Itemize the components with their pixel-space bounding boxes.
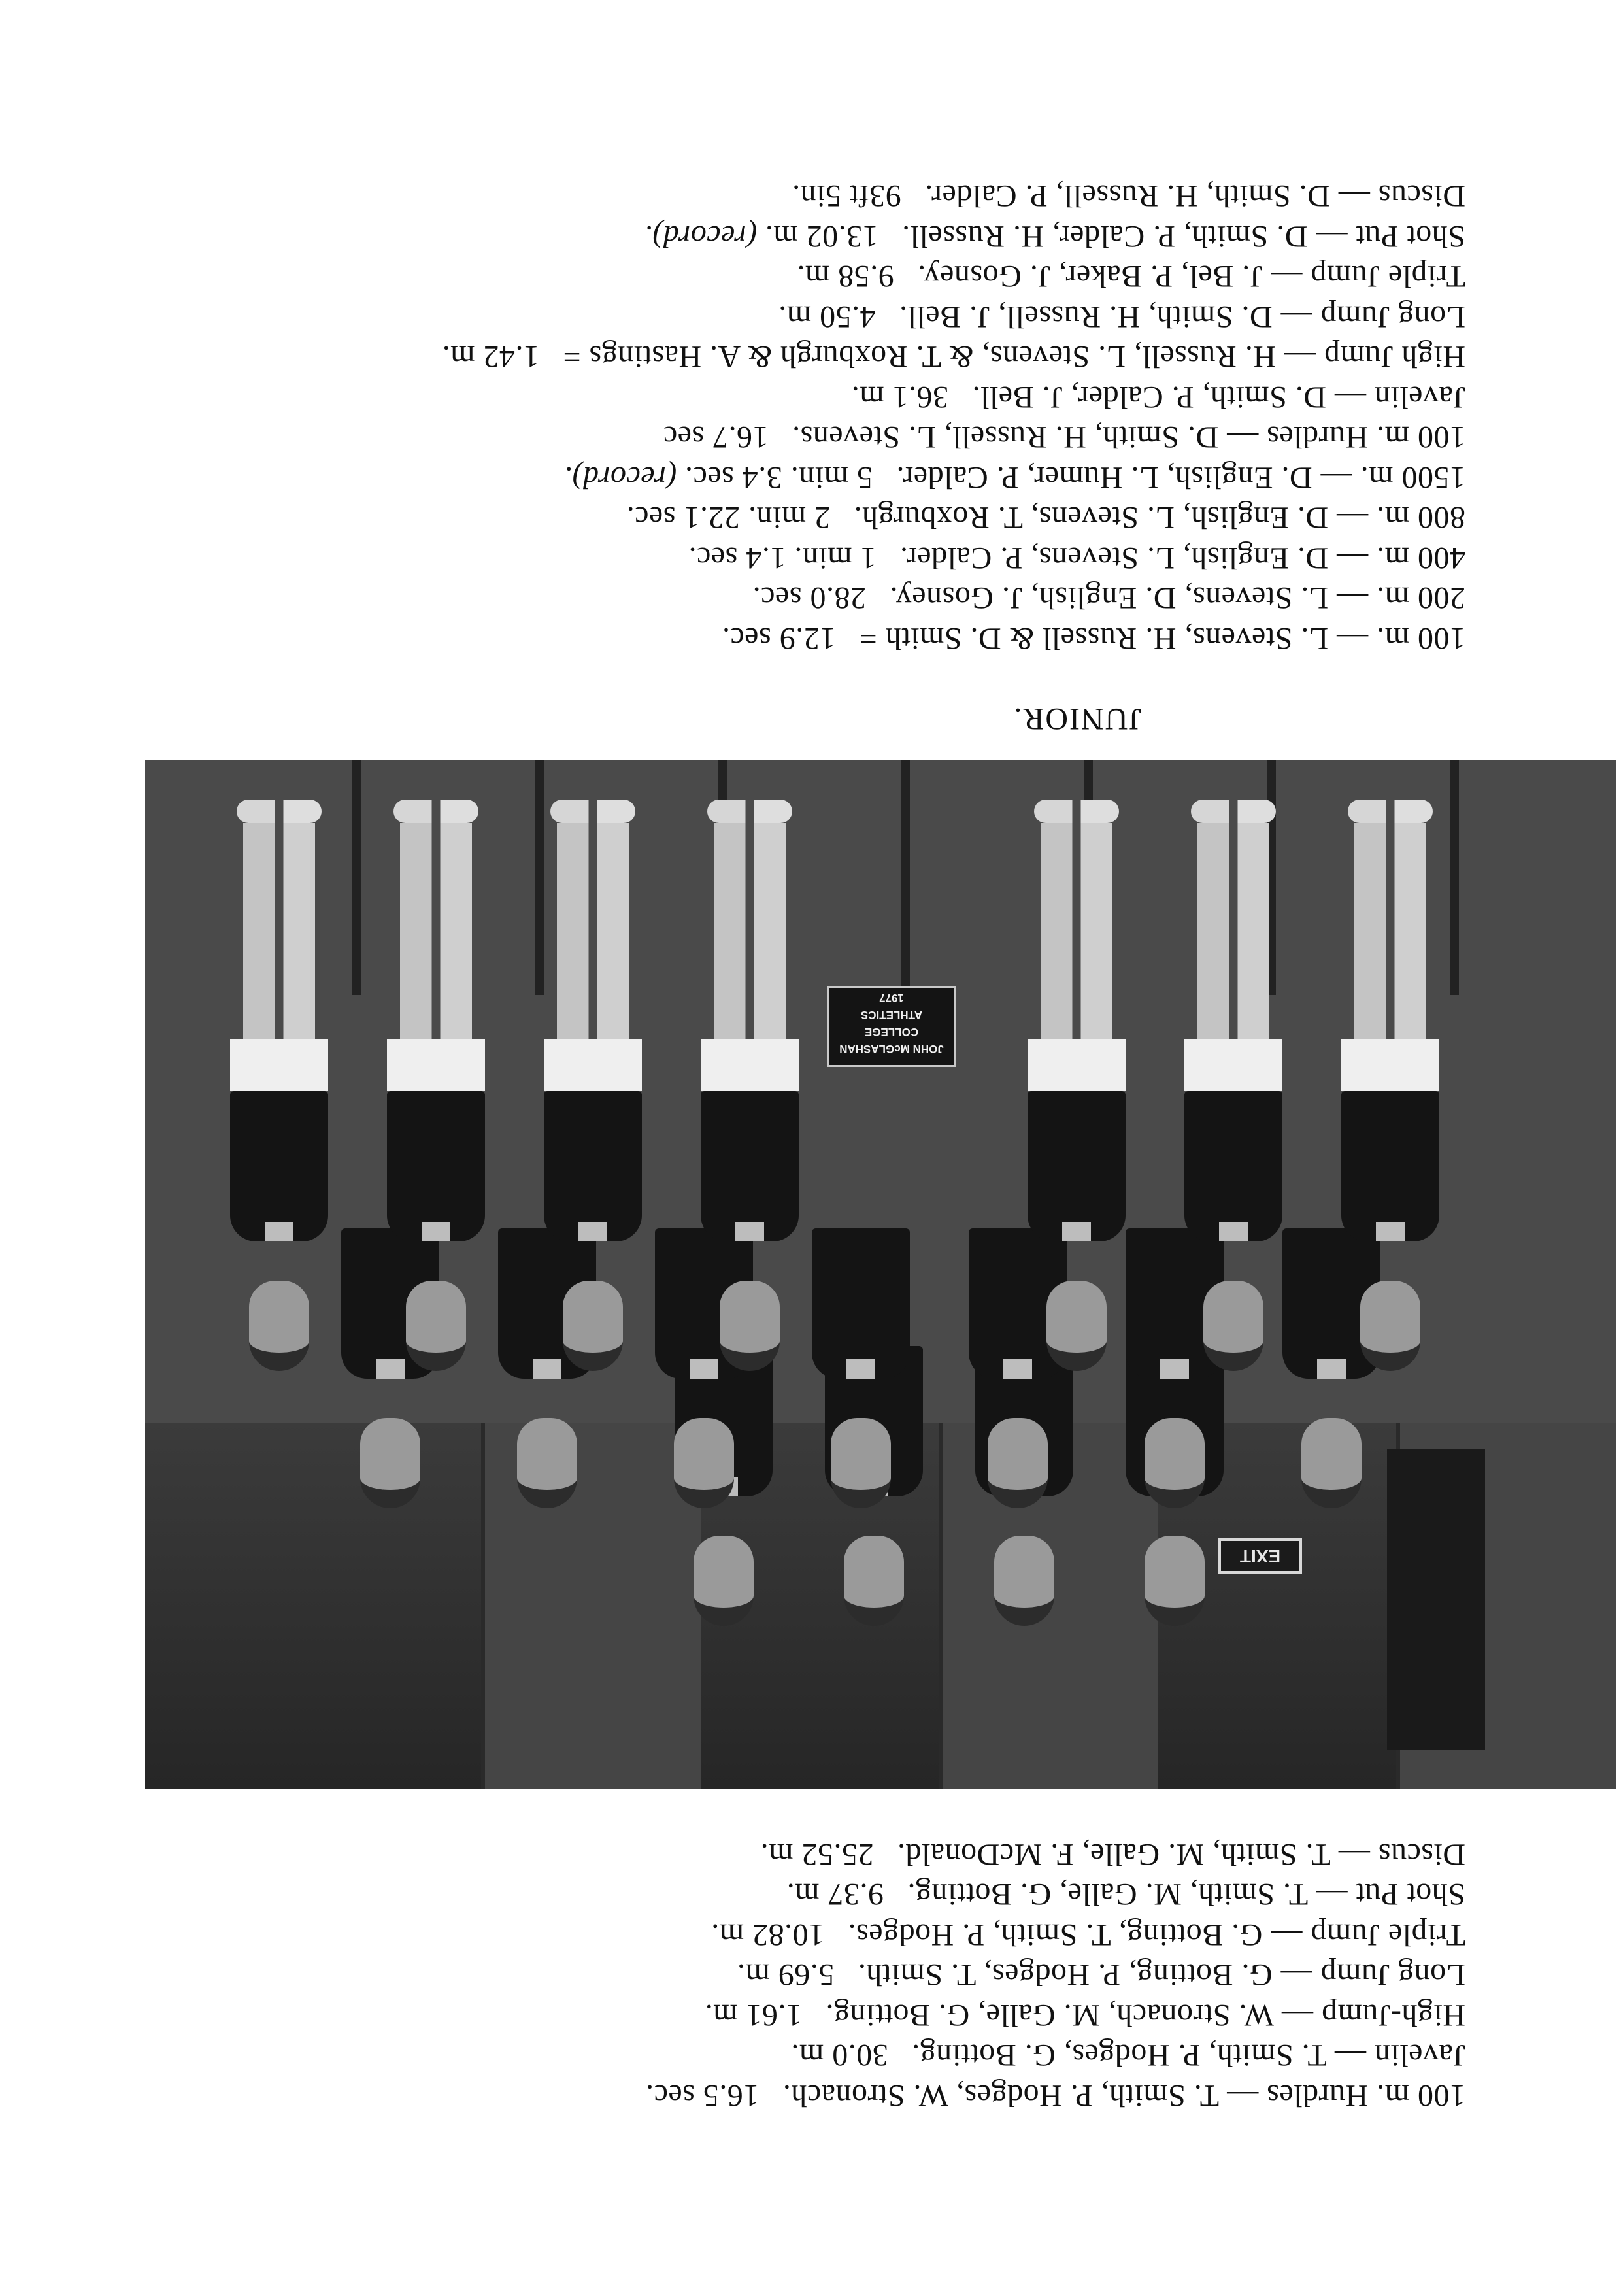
result-line (442, 297, 1465, 337)
event-text: 100 m. Hurdles — D. Smith, H. Russell, L. Stevens. (792, 420, 1465, 455)
sign-line: ATHLETICS (860, 1009, 923, 1021)
result-value: 1.42 m. (442, 339, 540, 375)
athlete (387, 800, 485, 1371)
result-value: 25.52 m. (760, 1837, 874, 1872)
exit-sign: EXIT (1218, 1538, 1302, 1574)
result-value: 9.58 m. (796, 259, 894, 294)
result-value: 4.50 m. (778, 299, 876, 334)
event-text: 1500 m. — D. English, L. Humer, P. Calder. (895, 460, 1465, 495)
results-list-top (646, 1834, 1465, 2116)
result-line (442, 176, 1465, 216)
result-value: 9.37 m. (786, 1877, 884, 1912)
sign-line: COLLEGE (864, 1026, 919, 1038)
bench-leg (535, 760, 544, 995)
event-text: 100 m. — L. Stevens, H. Russell & D. Smith = (859, 621, 1465, 656)
event-text: Javelin — D. Smith, P. Calder, J. Bell. (972, 380, 1465, 414)
record-note: (record). (644, 219, 758, 254)
sign-line: JOHN McGLASHAN (839, 1043, 944, 1055)
event-text: Triple Jump — G. Botting, T. Smith, P. Hodges. (848, 1917, 1465, 1952)
result-value: 10.82 m. (710, 1917, 825, 1952)
bench-leg (901, 760, 910, 995)
event-text: 800 m. — D. English, L. Stevens, T. Roxburgh. (854, 500, 1465, 535)
result-line (442, 216, 1465, 257)
result-line (442, 256, 1465, 297)
athlete (544, 800, 642, 1371)
bench-leg (1450, 760, 1459, 995)
result-value: 16.5 sec. (645, 2078, 760, 2113)
result-line (646, 1834, 1465, 1875)
result-value: 5.69 m. (737, 1957, 835, 1993)
result-value: 28.0 sec. (752, 581, 866, 616)
event-text: 100 m. Hurdles — T. Smith, P. Hodges, W. Stronach. (782, 2078, 1465, 2113)
event-text: 200 m. — L. Stevens, D. English, J. Gosney. (889, 581, 1465, 616)
result-line (442, 337, 1465, 377)
athlete (812, 1228, 910, 1508)
sign-line: 1977 (879, 992, 904, 1004)
athlete (1028, 800, 1126, 1371)
team-photograph (145, 760, 1616, 1789)
event-text: Long Jump — D. Smith, H. Russell, J. Bell. (899, 299, 1465, 334)
result-line (646, 1915, 1465, 1955)
event-text: Discus — D. Smith, H. Russell, P. Calder. (924, 178, 1465, 214)
result-value: 2 min. 22.1 sec. (626, 500, 831, 535)
athlete (1184, 800, 1282, 1371)
result-value: 36.1 m. (851, 380, 949, 414)
event-text: Long Jump — G. Botting, P. Hodges, T. Smith. (858, 1957, 1465, 1993)
event-text: Discus — T. Smith, M. Galle, F. McDonald. (897, 1837, 1465, 1872)
athlete (701, 800, 799, 1371)
event-text: Javelin — T. Smith, P. Hodges, G. Botting. (911, 2038, 1465, 2073)
record-note: (record). (563, 460, 677, 495)
athlete (230, 800, 328, 1371)
doorway (1387, 1449, 1485, 1750)
result-line (442, 377, 1465, 418)
result-line (442, 578, 1465, 618)
result-line (442, 538, 1465, 579)
athlete (1341, 800, 1439, 1371)
result-line (442, 618, 1465, 659)
result-line (442, 458, 1465, 498)
result-line (646, 1955, 1465, 1995)
result-line (646, 1874, 1465, 1915)
bench-leg (352, 760, 361, 995)
result-value: 16.7 sec (663, 420, 769, 455)
result-value: 93ft 5in. (792, 178, 901, 214)
section-heading-junior: JUNIOR. (1012, 701, 1141, 736)
result-value: 1 min. 1.4 sec. (688, 541, 877, 575)
event-text: High-Jump — W. Stronach, M. Galle, G. Botting. (826, 1998, 1465, 2033)
event-text: Triple Jump — J. Bel, P. Baker, J. Gosney. (917, 259, 1465, 294)
result-value: 5 min. 3.4 sec. (684, 460, 873, 495)
event-text: Shot Put — T. Smith, M. Galle, G. Botting. (907, 1877, 1465, 1912)
team-sign (827, 986, 956, 1067)
result-value: 30.0 m. (790, 2038, 888, 2073)
result-value: 1.61 m. (705, 1998, 803, 2033)
event-text: High Jump — H. Russell, L. Stevens, & T. Roxburgh & A. Hastings = (563, 339, 1465, 375)
result-value: 13.02 m. (765, 219, 878, 254)
result-line (442, 498, 1465, 538)
results-list-junior (442, 176, 1465, 658)
result-line (442, 417, 1465, 458)
result-line (646, 2035, 1465, 2076)
event-text: 400 m. — D. English, L. Stevens, P. Calder. (899, 541, 1465, 575)
result-line (646, 2076, 1465, 2116)
result-value: 12.9 sec. (722, 621, 836, 656)
event-text: Shot Put — D. Smith, P. Calder, H. Russell. (901, 219, 1465, 254)
result-line (646, 1995, 1465, 2036)
